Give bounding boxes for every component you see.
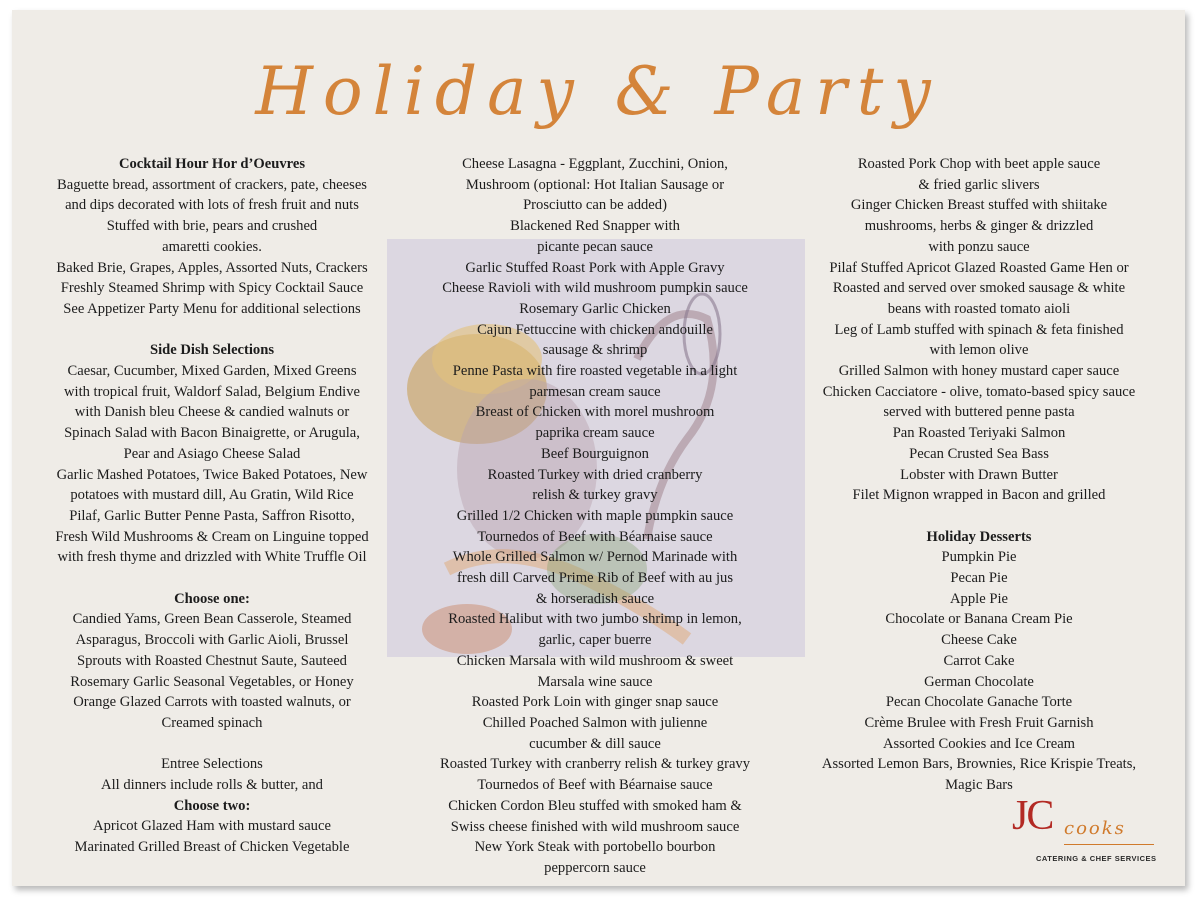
menu-line: Chicken Cacciatore - olive, tomato-based spicy sauce (822, 383, 1136, 400)
spacer (32, 320, 392, 341)
menu-line: Cheese Ravioli with wild mushroom pumpkin sauce (442, 280, 748, 297)
menu-line: served with buttered penne pasta (883, 404, 1075, 421)
menu-line: Pan Roasted Teriyaki Salmon (892, 425, 1066, 442)
menu-line: Lobster with Drawn Butter (900, 466, 1058, 483)
menu-line: Pumpkin Pie (941, 549, 1017, 566)
menu-line: Candied Yams, Green Bean Casserole, Steamed (72, 611, 352, 628)
menu-line: Fresh Wild Mushrooms & Cream on Linguine topped (55, 528, 369, 545)
spacer (32, 734, 392, 755)
menu-line: Roasted Pork Loin with ginger snap sauce (471, 694, 719, 711)
menu-line: Grilled Salmon with honey mustard caper sauce (838, 363, 1120, 380)
menu-line: Spinach Salad with Bacon Binaigrette, or Arugula, (64, 425, 360, 442)
menu-line: Mushroom (optional: Hot Italian Sausage or (465, 176, 725, 193)
menu-line: Roasted and served over smoked sausage & white (832, 280, 1126, 297)
section-heading-cocktail: Cocktail Hour Hor d’Oeuvres (118, 156, 306, 172)
menu-line: Rosemary Garlic Chicken (519, 300, 671, 317)
menu-line: Baked Brie, Grapes, Apples, Assorted Nuts, Crackers (56, 259, 368, 276)
menu-line: Freshly Steamed Shrimp with Spicy Cocktail Sauce (60, 280, 364, 297)
menu-line: Breast of Chicken with morel mushroom (475, 404, 715, 421)
menu-line: Cheese Lasagna - Eggplant, Zucchini, Onion, (462, 156, 728, 172)
menu-line: Creamed spinach (161, 714, 263, 731)
menu-line: amaretti cookies. (162, 238, 262, 255)
menu-line: fresh dill Carved Prime Rib of Beef with au jus (456, 570, 733, 587)
menu-line: Beef Bourguignon (541, 445, 649, 462)
menu-line: Chocolate or Banana Cream Pie (885, 611, 1073, 628)
menu-line: mushrooms, herbs & ginger & drizzled (864, 218, 1094, 235)
menu-line: Pear and Asiago Cheese Salad (123, 445, 301, 462)
menu-line: relish & turkey gravy (532, 487, 658, 504)
section-heading-desserts: Holiday Desserts (926, 528, 1032, 545)
logo-word: cooks (1064, 818, 1126, 839)
column-left (32, 154, 392, 858)
menu-line: Asparagus, Broccoli with Garlic Aioli, Brussel (75, 632, 349, 649)
menu-line: Caesar, Cucumber, Mixed Garden, Mixed Greens (67, 363, 357, 380)
menu-line: Magic Bars (945, 777, 1013, 794)
menu-line: Pilaf Stuffed Apricot Glazed Roasted Game Hen or (829, 259, 1129, 276)
menu-line: Leg of Lamb stuffed with spinach & feta finished (834, 321, 1124, 338)
logo-divider (1064, 844, 1154, 845)
menu-line: Apple Pie (950, 590, 1008, 607)
menu-line: garlic, caper buerre (538, 632, 652, 649)
column-right (797, 154, 1161, 796)
menu-line: picante pecan sauce (537, 238, 653, 255)
menu-line: Roasted Pork Chop with beet apple sauce (857, 156, 1101, 172)
menu-line: See Appetizer Party Menu for additional selections (63, 300, 361, 317)
menu-line: with Danish bleu Cheese & candied walnuts or (74, 404, 350, 421)
menu-line: Orange Glazed Carrots with toasted walnuts, or (73, 694, 351, 711)
menu-line: with ponzu sauce (928, 238, 1030, 255)
menu-line: potatoes with mustard dill, Au Gratin, Wild Rice (70, 487, 354, 504)
menu-line: Carrot Cake (943, 652, 1015, 669)
menu-line: Ginger Chicken Breast stuffed with shiitake (850, 197, 1108, 214)
menu-line: Chicken Cordon Bleu stuffed with smoked ham & (448, 797, 742, 814)
section-heading-entree: Entree Selections (161, 756, 263, 773)
menu-line: Prosciutto can be added) (523, 197, 667, 214)
spacer (797, 506, 1161, 527)
menu-line: Tournedos of Beef with Béarnaise sauce (477, 528, 713, 545)
menu-line: Whole Grilled Salmon w/ Pernod Marinade with (452, 549, 738, 566)
menu-line: Garlic Mashed Potatoes, Twice Baked Potatoes, New (56, 466, 368, 483)
menu-line: Pilaf, Garlic Butter Penne Pasta, Saffron Risotto, (69, 507, 355, 524)
menu-line: Roasted Turkey with cranberry relish & turkey gravy (439, 756, 751, 773)
logo-mark: JC (1012, 793, 1053, 839)
menu-line: Filet Mignon wrapped in Bacon and grilled (852, 487, 1106, 504)
menu-line: Pecan Pie (950, 570, 1008, 587)
menu-line: Chilled Poached Salmon with julienne (482, 714, 708, 731)
menu-line: & fried garlic slivers (918, 176, 1040, 193)
section-heading-side-dish: Side Dish Selections (149, 342, 275, 359)
menu-line: Chicken Marsala with wild mushroom & sweet (456, 652, 734, 669)
menu-line: & horseradish sauce (535, 590, 655, 607)
menu-line: Pecan Crusted Sea Bass (909, 445, 1049, 462)
section-heading-choose-one: Choose one: (174, 590, 250, 607)
logo-tagline: CATERING & CHEF SERVICES (1036, 854, 1157, 863)
menu-line: Roasted Halibut with two jumbo shrimp in lemon, (448, 611, 742, 628)
menu-line: beans with roasted tomato aioli (887, 300, 1071, 317)
menu-line: Penne Pasta with fire roasted vegetable in a light (452, 363, 738, 380)
title-text: Holiday & Party (255, 53, 941, 130)
menu-line: Tournedos of Beef with Béarnaise sauce (477, 777, 713, 794)
menu-line: German Chocolate (924, 673, 1034, 690)
menu-line: Rosemary Garlic Seasonal Vegetables, or Honey (70, 673, 354, 690)
menu-line: All dinners include rolls & butter, and (101, 777, 323, 794)
page-title (12, 46, 1185, 136)
menu-line: Assorted Cookies and Ice Cream (882, 735, 1076, 752)
menu-line: Marinated Grilled Breast of Chicken Vegetable (74, 839, 350, 856)
menu-line: Roasted Turkey with dried cranberry (487, 466, 703, 483)
menu-line: Swiss cheese finished with wild mushroom sauce (450, 818, 740, 835)
menu-line: Blackened Red Snapper with (510, 218, 680, 235)
menu-line: Pecan Chocolate Ganache Torte (885, 694, 1073, 711)
menu-line: and dips decorated with lots of fresh fruit and nuts (65, 197, 359, 214)
menu-line: Stuffed with brie, pears and crushed (106, 218, 318, 235)
menu-line: with lemon olive (929, 342, 1029, 359)
menu-line: parmesan cream sauce (529, 383, 661, 400)
menu-line: Sprouts with Roasted Chestnut Saute, Sauteed (77, 652, 347, 669)
menu-line: with fresh thyme and drizzled with White Truffle Oil (57, 549, 367, 566)
menu-line: Assorted Lemon Bars, Brownies, Rice Krispie Treats, (821, 756, 1137, 773)
title-script (12, 46, 1185, 136)
menu-card (12, 10, 1185, 886)
menu-line: Crème Brulee with Fresh Fruit Garnish (864, 714, 1094, 731)
menu-line: Baguette bread, assortment of crackers, pate, cheeses (57, 176, 367, 193)
menu-line: paprika cream sauce (535, 425, 655, 442)
column-middle (414, 154, 776, 879)
menu-line: Garlic Stuffed Roast Pork with Apple Gravy (465, 259, 725, 276)
spacer (32, 568, 392, 589)
menu-line: Cheese Cake (941, 632, 1017, 649)
section-heading-choose-two: Choose two: (173, 797, 251, 814)
menu-line: with tropical fruit, Waldorf Salad, Belgium Endive (63, 383, 361, 400)
menu-line: Apricot Glazed Ham with mustard sauce (93, 818, 331, 835)
menu-line: Grilled 1/2 Chicken with maple pumpkin sauce (456, 507, 734, 524)
menu-line: cucumber & dill sauce (529, 735, 661, 752)
menu-line: sausage & shrimp (542, 342, 648, 359)
menu-line: Cajun Fettuccine with chicken andouille (477, 321, 713, 338)
jc-cooks-logo (1012, 793, 1162, 870)
menu-line: Marsala wine sauce (537, 673, 653, 690)
menu-line: New York Steak with portobello bourbon (474, 839, 716, 856)
menu-line: peppercorn sauce (544, 859, 646, 876)
